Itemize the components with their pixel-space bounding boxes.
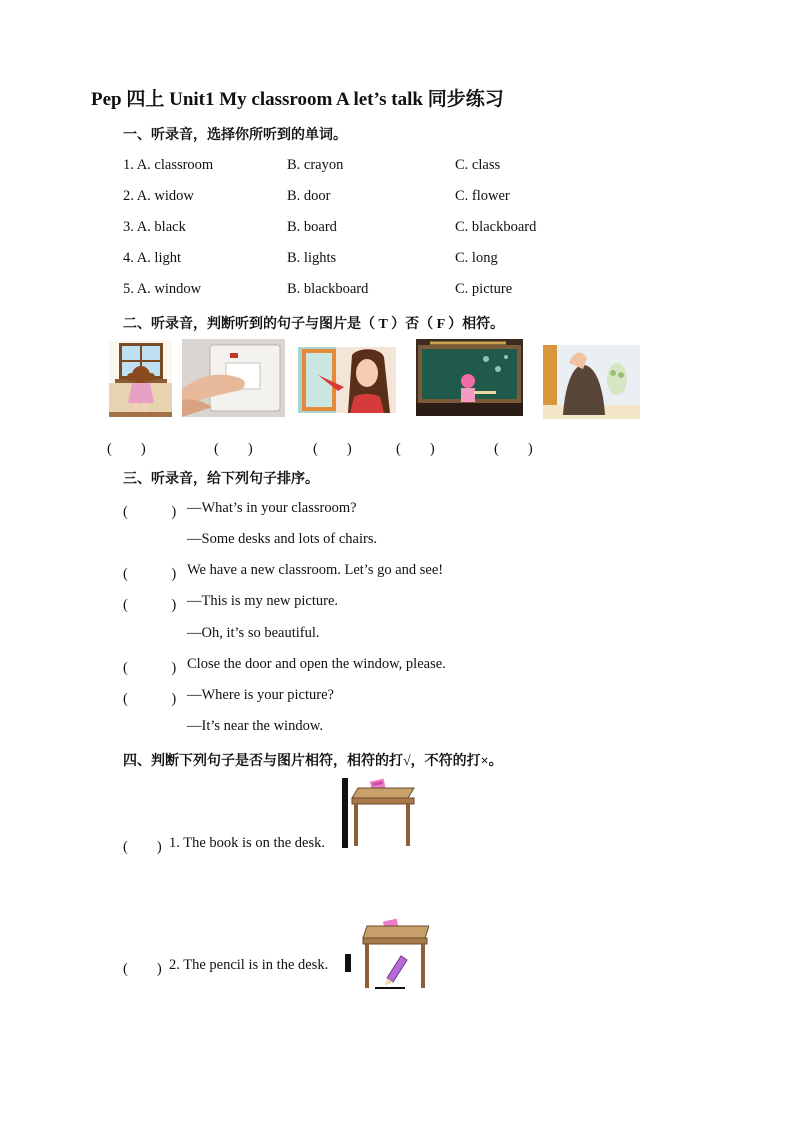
option-3b: B. board bbox=[287, 219, 337, 235]
sentence-5-line-1: —Where is your picture? bbox=[187, 687, 334, 703]
option-5a: 5. A. window bbox=[123, 281, 202, 297]
option-3c: C. blackboard bbox=[455, 219, 537, 235]
order-blank-3[interactable]: ( ) bbox=[123, 597, 177, 613]
option-1c: C. class bbox=[455, 157, 501, 173]
answer-blank-1[interactable]: ( ) bbox=[107, 441, 146, 457]
section-1-heading: 一、听录音，选择你所听到的单词。 bbox=[123, 128, 347, 143]
order-blank-1[interactable]: ( ) bbox=[123, 504, 177, 520]
judge-blank-1[interactable]: ( ) bbox=[123, 839, 162, 855]
child-window-picture bbox=[543, 345, 640, 419]
section-2-heading: 二、听录音，判断听到的句子与图片是（ T ）否（ F ）相符。 bbox=[123, 317, 505, 332]
option-1b: B. crayon bbox=[287, 157, 344, 173]
option-2c: C. flower bbox=[455, 188, 510, 204]
answer-blank-4[interactable]: ( ) bbox=[396, 441, 435, 457]
sentence-3-line-1: —This is my new picture. bbox=[187, 593, 339, 609]
girl-blackboard-picture bbox=[416, 339, 523, 416]
answer-blank-3[interactable]: ( ) bbox=[313, 441, 352, 457]
answer-blank-5[interactable]: ( ) bbox=[494, 441, 533, 457]
page-title: Pep 四上 Unit1 My classroom A let’s talk 同步练习 bbox=[91, 89, 504, 110]
sentence-3-line-2: —Oh, it’s so beautiful. bbox=[187, 625, 320, 641]
order-blank-4[interactable]: ( ) bbox=[123, 660, 177, 676]
sentence-2-line-1: We have a new classroom. Let’s go and see! bbox=[187, 562, 444, 578]
option-4a: 4. A. light bbox=[123, 250, 182, 266]
option-5b: B. blackboard bbox=[287, 281, 369, 297]
sentence-1-line-2: —Some desks and lots of chairs. bbox=[187, 531, 378, 547]
answer-blank-2[interactable]: ( ) bbox=[214, 441, 253, 457]
order-blank-2[interactable]: ( ) bbox=[123, 566, 177, 582]
option-4b: B. lights bbox=[287, 250, 337, 266]
option-4c: C. long bbox=[455, 250, 498, 266]
section-4-heading: 四、判断下列句子是否与图片相符，相符的打√，不符的打×。 bbox=[123, 754, 503, 769]
sentence-4-line-1: Close the door and open the window, please. bbox=[187, 656, 446, 672]
girl-window-picture bbox=[109, 341, 172, 417]
woman-door-picture bbox=[298, 347, 396, 413]
judge-blank-2[interactable]: ( ) bbox=[123, 961, 162, 977]
sentence-5-line-2: —It’s near the window. bbox=[187, 718, 323, 734]
book-on-desk-picture bbox=[342, 778, 416, 848]
option-2a: 2. A. widow bbox=[123, 188, 194, 204]
judge-sentence-1: 1. The book is on the desk. bbox=[169, 835, 325, 851]
light-switch-picture bbox=[182, 339, 285, 417]
order-blank-5[interactable]: ( ) bbox=[123, 691, 177, 707]
pencil-in-desk-picture bbox=[345, 918, 429, 990]
option-2b: B. door bbox=[287, 188, 331, 204]
section-3-heading: 三、听录音，给下列句子排序。 bbox=[123, 472, 319, 487]
option-3a: 3. A. black bbox=[123, 219, 186, 235]
option-1a: 1. A. classroom bbox=[123, 157, 214, 173]
sentence-1-line-1: —What’s in your classroom? bbox=[187, 500, 357, 516]
judge-sentence-2: 2. The pencil is in the desk. bbox=[169, 957, 329, 973]
option-5c: C. picture bbox=[455, 281, 513, 297]
